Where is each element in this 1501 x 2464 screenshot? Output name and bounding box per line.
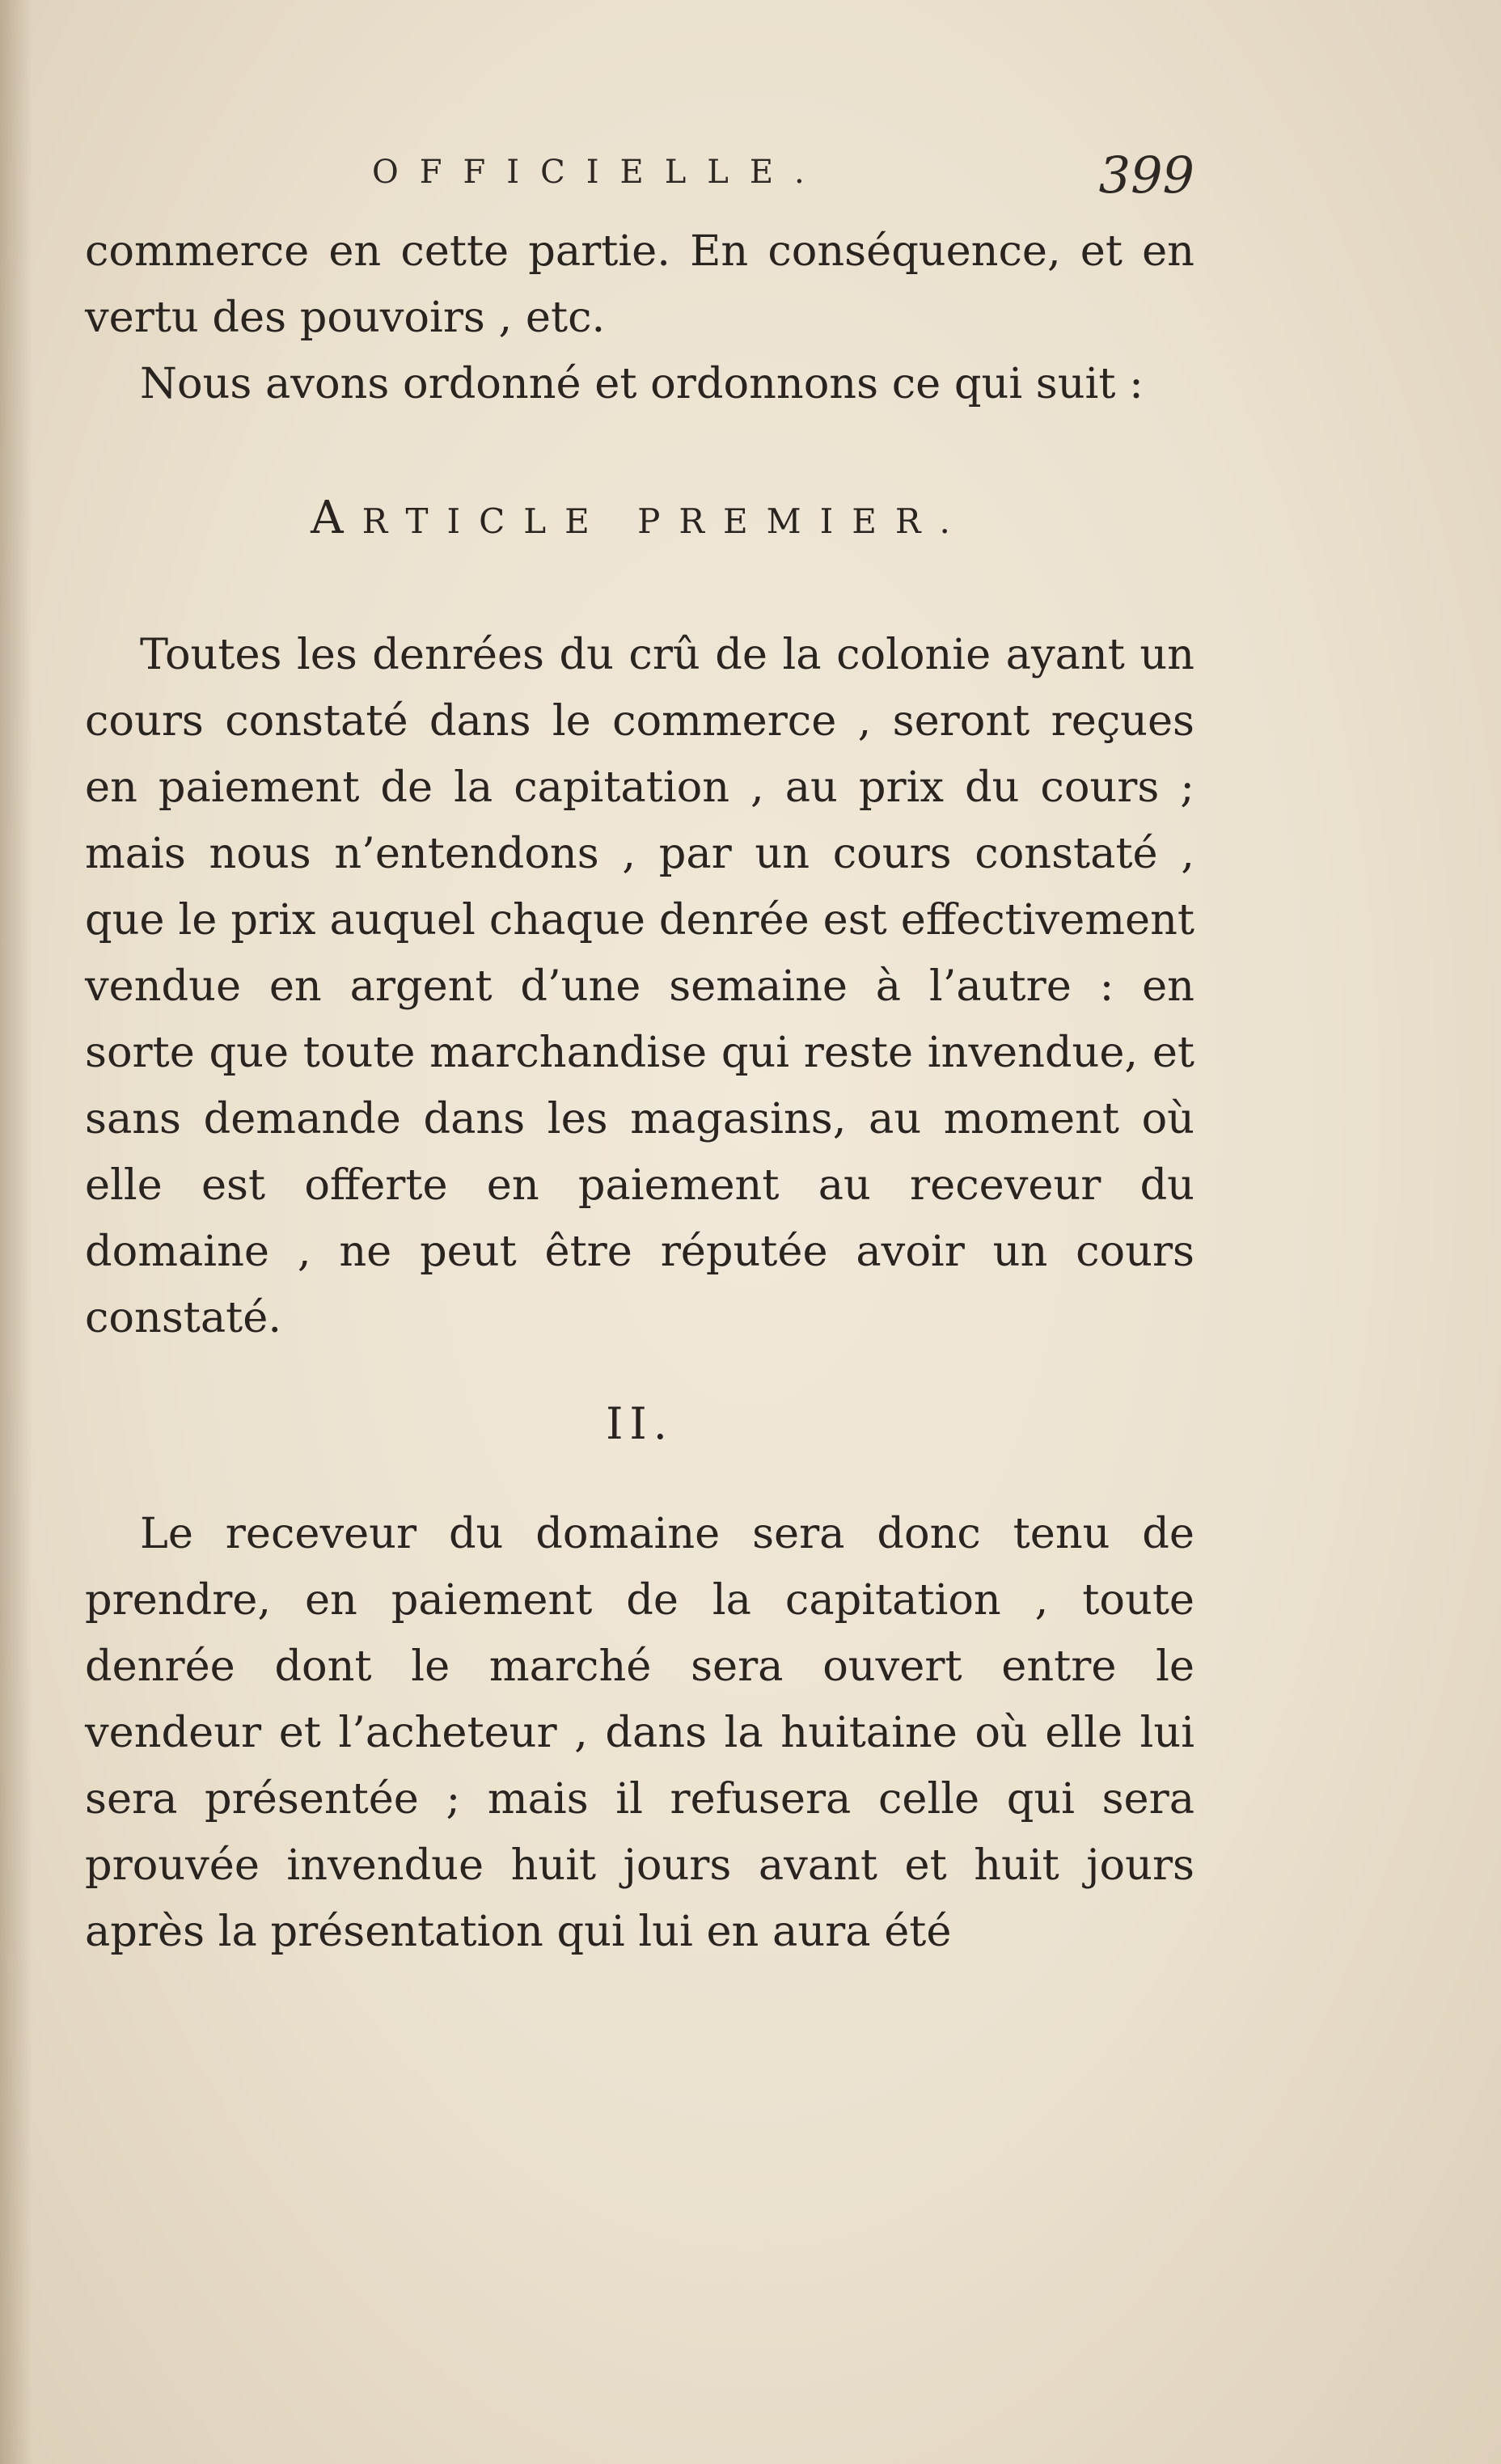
running-head — [85, 146, 1194, 218]
article-first-heading — [85, 492, 1194, 544]
page-number: 399 — [1098, 146, 1194, 205]
continuation-paragraph: commerce en cette partie. En conséquence, et en vertu des pouvoirs , etc. — [85, 226, 1194, 342]
article-second-heading: II. — [606, 1398, 674, 1449]
text-block — [85, 146, 1194, 1965]
article-1-paragraph: Toutes les denrées du crû de la colonie ayant un cours constaté dans le commerce , seront reçues en paiement de la capitation , au prix du cours ; mais nous n’entendons , par un cours constaté , que le prix auquel chaque denrée est effectivement vendue en argent d’une semaine à l’autre : en sorte que toute marchandise qui reste invendue, et sans demande dans les magasins, au moment où elle est offerte en paiement au receveur du domaine , ne peut être réputée avoir un cours constaté. — [85, 630, 1194, 1342]
article-first-initial: A — [311, 492, 362, 544]
ordonnons-paragraph: Nous avons ordonné et ordonnons ce qui suit : — [140, 359, 1144, 408]
article-first-rest: RTICLE PREMIER. — [362, 501, 969, 541]
article-2-paragraph: Le receveur du domaine sera donc tenu de prendre, en paiement de la capitation , toute denrée dont le marché sera ouvert entre le vendeur et l’acheteur , dans la huitaine où elle lui sera présentée ; mais il refusera celle qui sera prouvée invendue huit jours avant et huit jours après la présentation qui lui en aura été — [85, 1509, 1194, 1956]
running-title: OFFICIELLE. — [372, 154, 826, 191]
page-gutter-shadow — [0, 0, 32, 2464]
